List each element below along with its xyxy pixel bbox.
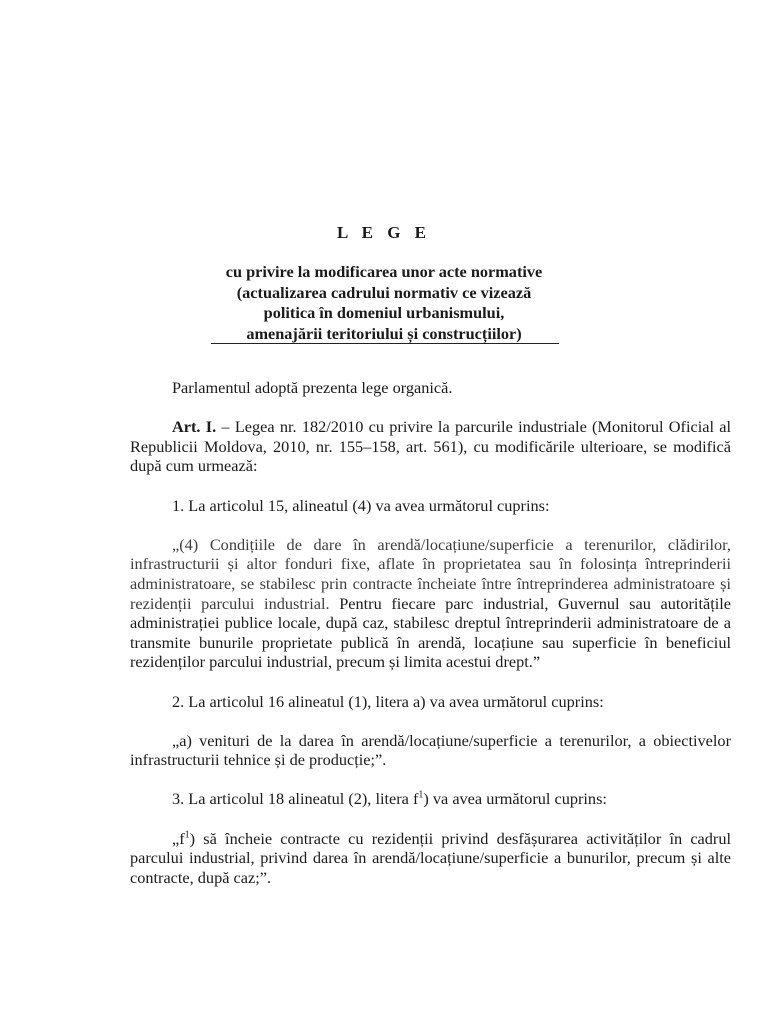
- quote-part: ) să încheie contracte cu rezidenții privind desfășurarea activităților în cadrul parcului industrial, privind darea în arendă/locațiune/superficie a bunurilor, precum și alte contracte, după caz;”.: [130, 828, 731, 887]
- point-3-quote: [130, 829, 731, 888]
- quote-part: „f: [172, 828, 185, 848]
- superscript: 1: [418, 790, 424, 802]
- preamble: Parlamentul adoptă prezenta lege organică.: [172, 378, 453, 397]
- point-3: [130, 789, 731, 809]
- point-text: 3. La articolul 18 alineatul (2), litera f: [172, 789, 419, 809]
- quote-part: „(4) Condițiile de dare în arendă/locațiune/superficie a terenurilor, clădirilor, infrastructurii și altor fonduri fixe, aflate în proprietatea sau în folosința întreprinderii administratoare, se stabilesc prin contracte încheiate între întreprinderea administratoare și rezidenții parcului industrial.: [130, 534, 731, 613]
- subtitle-line: cu privire la modificarea unor acte normative: [225, 262, 543, 281]
- law-title: L E G E: [336, 223, 432, 242]
- title-underline: [211, 343, 559, 344]
- article-text: – Legea nr. 182/2010 cu privire la parcurile industriale (Monitorul Oficial al Republicii Moldova, 2010, nr. 155–158, art. 561), cu modificările ulterioare, se modifică după cum urmează:: [130, 417, 731, 476]
- quote-part: Pentru fiecare parc industrial, Guvernul sau autoritățile administrației publice locale, după caz, stabilesc dreptul întreprinderii administratoare de a transmite bunurile proprietate publică în arendă, locațiune sau superficie în beneficiul rezidenților parcului industrial, precum și limita acestui drept.”: [130, 593, 731, 672]
- subtitle-line: (actualizarea cadrului normativ ce vizează: [236, 282, 532, 302]
- subtitle-line: amenajării teritoriului și construcțiilor): [246, 323, 522, 343]
- point-2: 2. La articolul 16 alineatul (1), litera a) va avea următorul cuprins:: [172, 691, 604, 711]
- article-label: Art. I.: [172, 417, 217, 437]
- point-text: ) va avea următorul cuprins:: [423, 789, 607, 809]
- point-1: 1. La articolul 15, alineatul (4) va avea următorul cuprins:: [172, 495, 550, 515]
- point-1-quote: [130, 535, 731, 672]
- superscript: 1: [184, 829, 190, 841]
- article-1: [130, 417, 731, 476]
- point-2-quote: „a) venituri de la darea în arendă/locațiune/superficie a terenurilor, a obiectivelor infrastructurii tehnice și de producție;”.: [130, 730, 731, 770]
- law-body: [130, 378, 731, 907]
- law-subtitle: [170, 262, 598, 344]
- subtitle-line: politica în domeniul urbanismului,: [263, 303, 505, 322]
